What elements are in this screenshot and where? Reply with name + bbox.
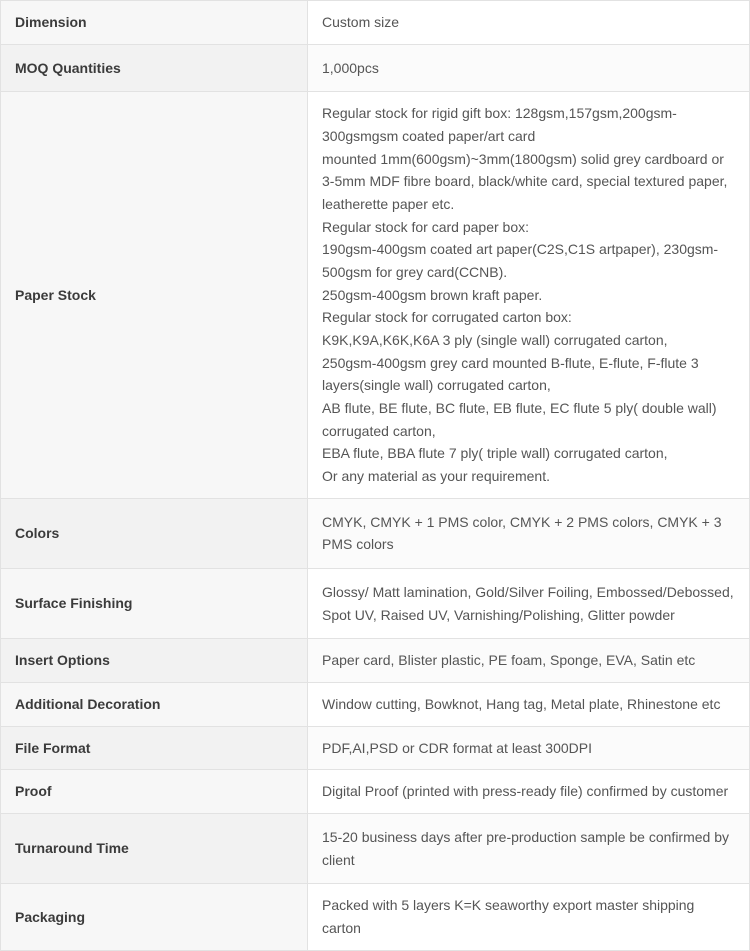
row-value-line: Regular stock for corrugated carton box:	[322, 309, 572, 326]
table-row	[1, 814, 750, 884]
row-value-line: Regular stock for card paper box:	[322, 218, 529, 235]
row-value-line: 250gsm-400gsm brown kraft paper.	[322, 286, 543, 303]
row-label: Colors	[1, 498, 308, 568]
row-value-lines	[322, 737, 735, 760]
table-body	[1, 1, 750, 951]
row-label: Proof	[1, 770, 308, 814]
row-value-line: K9K,K9A,K6K,K6A 3 ply (single wall) corrugated carton,	[322, 332, 668, 349]
table-row	[1, 498, 750, 568]
row-label: Turnaround Time	[1, 814, 308, 884]
row-value	[308, 44, 750, 92]
row-value-lines	[322, 693, 735, 716]
row-value-line: 250gsm-400gsm grey card mounted B-flute, E-flute, F-flute 3 layers(single wall) corrugated carton,	[322, 354, 699, 394]
row-value	[308, 683, 750, 727]
row-value-lines	[322, 649, 735, 672]
row-value	[308, 814, 750, 884]
row-value-lines	[322, 780, 735, 803]
row-value-line: 1,000pcs	[322, 59, 379, 76]
row-value-lines	[322, 102, 735, 487]
row-label: MOQ Quantities	[1, 44, 308, 92]
row-value-line: CMYK, CMYK + 1 PMS color, CMYK + 2 PMS colors, CMYK + 3 PMS colors	[322, 513, 722, 553]
row-label: Additional Decoration	[1, 683, 308, 727]
row-value-line: Regular stock for rigid gift box: 128gsm,157gsm,200gsm-300gsmgsm coated paper/art card	[322, 105, 677, 145]
row-value-line: AB flute, BE flute, BC flute, EB flute, EC flute 5 ply( double wall) corrugated carton,	[322, 400, 717, 439]
row-value	[308, 639, 750, 683]
table-row	[1, 770, 750, 814]
row-value	[308, 1, 750, 45]
row-value-line: Paper card, Blister plastic, PE foam, Sponge, EVA, Satin etc	[322, 652, 696, 669]
row-value-line: 190gsm-400gsm coated art paper(C2S,C1S artpaper), 230gsm-500gsm for grey card(CCNB).	[322, 241, 719, 281]
row-label: Dimension	[1, 1, 308, 45]
row-label: File Format	[1, 726, 308, 770]
row-value-line: Digital Proof (printed with press-ready file) confirmed by customer	[322, 783, 729, 800]
row-value-line: mounted 1mm(600gsm)~3mm(1800gsm) solid grey cardboard or 3-5mm MDF fibre board, black/white card, special textured paper, leatherette paper etc.	[322, 150, 728, 213]
row-value-lines	[322, 511, 735, 556]
row-value-line: Window cutting, Bowknot, Hang tag, Metal plate, Rhinestone etc	[322, 696, 721, 713]
row-label: Surface Finishing	[1, 569, 308, 639]
table-row	[1, 884, 750, 950]
row-value-line: Or any material as your requirement.	[322, 468, 550, 485]
row-value-lines	[322, 57, 735, 80]
table-row	[1, 639, 750, 683]
row-value	[308, 569, 750, 639]
row-value	[308, 770, 750, 814]
table-row	[1, 726, 750, 770]
row-value-lines	[322, 11, 735, 34]
row-value	[308, 884, 750, 950]
table-row	[1, 44, 750, 92]
row-value-lines	[322, 581, 735, 626]
row-value-lines	[322, 826, 735, 871]
row-value-line: PDF,AI,PSD or CDR format at least 300DPI	[322, 739, 592, 756]
row-label: Packaging	[1, 884, 308, 950]
row-value	[308, 498, 750, 568]
table-row	[1, 1, 750, 45]
row-value-line: 15-20 business days after pre-production sample be confirmed by client	[322, 829, 729, 868]
row-value-line: Glossy/ Matt lamination, Gold/Silver Foiling, Embossed/Debossed, Spot UV, Raised UV, Varnishing/Polishing, Glitter powder	[322, 584, 734, 623]
row-value-line: Packed with 5 layers K=K seaworthy export master shipping carton	[322, 897, 695, 937]
row-label: Insert Options	[1, 639, 308, 683]
table-row	[1, 683, 750, 727]
row-value-line: EBA flute, BBA flute 7 ply( triple wall) corrugated carton,	[322, 445, 668, 462]
row-value	[308, 92, 750, 498]
row-value-line: Custom size	[322, 14, 400, 30]
table-row	[1, 569, 750, 639]
row-value-lines	[322, 894, 735, 939]
table-row	[1, 92, 750, 498]
row-value	[308, 726, 750, 770]
row-label: Paper Stock	[1, 92, 308, 498]
